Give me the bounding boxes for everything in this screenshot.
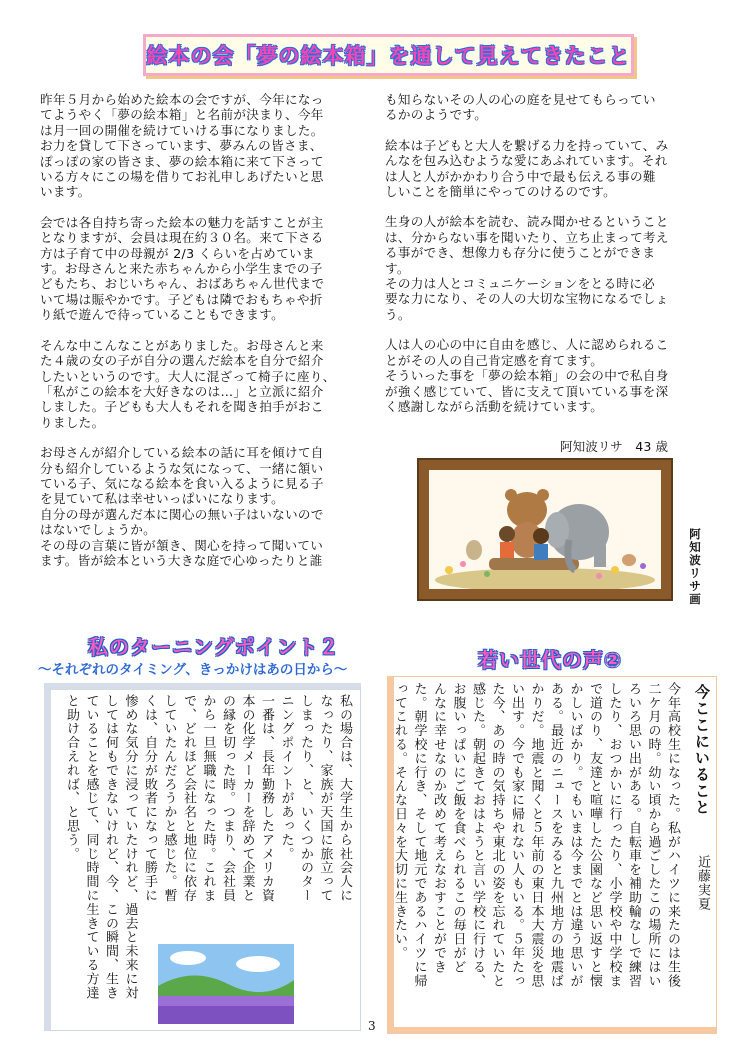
bears-elephant-illustration bbox=[429, 470, 661, 589]
youth-essay-title: 今ここにいること bbox=[693, 684, 711, 816]
illustration-credit bbox=[688, 528, 702, 606]
turning-point-heading: 私のターニングポイント２ bbox=[88, 635, 340, 659]
turning-point-subheading: 〜それぞれのタイミング、きっかけはあの日から〜 bbox=[38, 662, 348, 678]
meadow-image bbox=[158, 944, 294, 1024]
framed-illustration bbox=[417, 458, 673, 601]
youth-essay-author: 近藤実夏 bbox=[695, 855, 710, 911]
youth-essay-body: 今年高校生になった。私がハイツに来たのは生後 二ケ月の時。幼い頃から過ごしたこの場所にはい ろいろ思い出がある。自転車を補助輪なしで練習 したり、おつかいに行ったり、小学校や中学校ま で道のり、友達と喧嘩した公園など思い返すと懐 かしいばかり。でもいまは今までとは違う思いが ある。最近のニュースをみると九州地方の地震ば かりだ。地震と聞くと５年前の東日本大震災を思 い出す。今でも家に帰れない人もいる。５年たっ た今、あの時の気持ちや東北の姿を忘れていたと 感じた。朝起きておはようと言い学校に行ける、 お腹いっぱいにご飯を食べられるこの毎日がど んなに幸せなのか改めて考えなおすことができ た。朝学校に行き、そして地元であるハイツに帰 ってこれる。そんな日々を大切に生きたい。 bbox=[392, 682, 680, 988]
article-paragraph: 人は人の心の中に自由を感じ、人に認められるこ とがその人の自己肯定感を育てます。 そういった事を「夢の絵本箱」の会の中で私自身 が強く感じていて、皆に支えて頂いている事を深 く感謝しながら活動を続けています。 bbox=[385, 337, 669, 414]
article-left-column bbox=[40, 92, 368, 583]
article-paragraph: 昨年５月から始めた絵本の会ですが、今年になっ てようやく「夢の絵本箱」と名前が決まり、今年 は月一回の開催を続けていける事になりました。 お力を貸して下さっています、夢みんの皆さま、 ぽっぽの家の皆さま、夢の絵本箱に来て下さって いる方々にこの場を借りてお礼申しあげたいと思 います。 bbox=[40, 92, 324, 200]
credit-char: リ bbox=[689, 566, 701, 580]
credit-char: サ bbox=[689, 579, 701, 593]
article-right-column bbox=[385, 92, 720, 429]
article-paragraph: 生身の人が絵本を読む、読み聞かせるということ は、分からない事を聞いたり、立ち止まって考え る事ができ、想像力も存分に使うことができま す。 その力は人とコミュニケーションをとる時に必 要な力になり、その人の大切な宝物になるでしょ う。 bbox=[385, 214, 669, 322]
article-title: 絵本の会「夢の絵本箱」を通して見えてきたこと bbox=[146, 44, 631, 68]
youth-voice-heading: 若い世代の声② bbox=[478, 648, 622, 672]
article-paragraph: も知らないその人の心の庭を見せてもらってい るかのようです。 bbox=[385, 92, 656, 123]
article-banner bbox=[143, 34, 634, 76]
article-paragraph: 会では各自持ち寄った絵本の魅力を話すことが主 となりますが、会員は現在約３０名。来て下さる 方は子育て中の母親が 2/3 くらいを占めていま す。お母さんと来た赤ちゃんから小学生までの子 どもたち、おじいちゃん、おばあちゃん世代まで いて場は賑やかです。子どもは隣でおもちゃや折 り紙で遊んで待っていることもできます。 bbox=[40, 214, 325, 323]
credit-char: 画 bbox=[689, 592, 701, 606]
article-paragraph: そんな中こんなことがありました。お母さんと来 た４歳の女の子が自分の選んだ絵本を自分で紹介 したいというのです。大人に混ざって椅子に座り、 「私がこの絵本を大好きなのは…」と立派に紹介 しました。子どもも大人もそれを聞き拍手がおこ りました。 bbox=[40, 337, 336, 430]
article-signature: 阿知波リサ 43 歳 bbox=[560, 439, 668, 454]
credit-char: 阿 bbox=[689, 527, 701, 541]
article-paragraph: 絵本は子どもと大人を繋げる力を持っていて、み んなを包み込むような愛にあふれています。それ は人と人がかかわり合う中で最も伝える事の難 しいことを簡単にやってのけるのです。 bbox=[385, 137, 669, 200]
credit-char: 波 bbox=[689, 553, 701, 567]
turning-point-body: 私の場合は、大学生から社会人に なったり、家族が天国に旅立って しまったり、と、いくつかのター ニングポイントがあった。 一番は、長年勤務したアメリカ資 本の化学メーカーを辞めて企業と の縁を切った時。つまり、会社員 から一旦無職になった時。これま で、どれほど会社名と地位に依存 していたんだろうかと感じた。暫 くは、自分が敗者になって勝手に 惨めな気分に浸っていたけれど、過去と未来に対 しては何もできないけれど、今、この瞬間、生き ていることを感じて、同じ時間に生きている方達 と助け合えれば、と思う。 bbox=[64, 694, 352, 1000]
credit-char: 知 bbox=[689, 540, 701, 554]
page-number: 3 bbox=[368, 1019, 376, 1033]
article-paragraph: お母さんが紹介している絵本の話に耳を傾けて自 分も紹介しているような気になって、一緒に頷い ている子、気になる絵本を食い入るように見る子 を見ていて私は幸せいっぱいになります。 自分の母が選んだ本に関心の無い子はいないので はないでしょうか。 その母の言葉に皆が頷き、関心を持って聞いてい ます。皆が絵本という大きな庭で心ゆったりと誰 bbox=[40, 445, 324, 568]
